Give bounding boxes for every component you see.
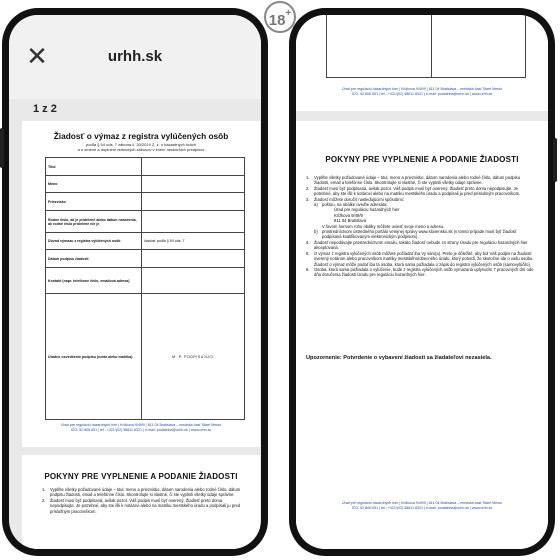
envelope-note: V ľavom hornom rohu obálky môžete uviesť svoje meno a adresu. [322, 223, 445, 229]
instruction-text: Žiadosť nepodávajte prostredníctvom emailu, takáto žiadosť nebude zo strany Úradu pre reguláciu hazardných hier akceptovaná. [314, 239, 528, 251]
form-table-bottom-edge [326, 15, 526, 78]
age-rating-badge [264, 1, 296, 33]
instructions-title: POKYNY PRE VYPLNENIE A PODANIE ŽIADOSTI [325, 155, 519, 164]
form-title: Žiadosť o výmaz z registra vylúčených osôb [53, 131, 229, 141]
age-rating-number: 18 [268, 12, 286, 29]
request-form-table [45, 157, 245, 420]
instructions-title: POKYNY PRE VYPLNENIE A PODANIE ŽIADOSTI [44, 472, 238, 481]
instructions-list-preview [42, 487, 242, 514]
instruction-text: O výmaz z registra vylúčených osôb môžete požiadať iba Vy sám(a). Preto je dôležité, aby bol Váš podpis na žiadosti overený notárom alebo pracovníkom matriky mestského/obecného úradu, ktorý potvrdí, že skutočne ide o vašu osobu. Žiadosť o výmaz môže podať iba tá osoba, ktorá sama požiadala o zápis do registra vylúčených osôb (samovylúčilo). [314, 250, 534, 267]
document-page-1[interactable] [22, 121, 260, 447]
footer-address: Úrad pre reguláciu hazardných hier | Križkova 9/49/9 | 811 04 Bratislava – mestská časť Staré Mesto [342, 87, 502, 91]
instruction-number: 6. [306, 266, 310, 272]
form-subtitle-line-2: a o zmene a doplnení niektorých zákonov v znení neskorších predpisov [77, 147, 205, 152]
instruction-text: Vyplňte všetky požadované údaje – titul, meno a priezvisko, dátum narodenia alebo rodné číslo, dátum podpisu žiadosti, email a telefónne číslo. Skontrolujte si vlastné, či ste vyplnili všetky údaje správne. [314, 175, 521, 186]
viewer-header [9, 15, 261, 99]
form-value-reason: žiadosť podľa § 54 ods. 7 [142, 233, 245, 250]
instructions-list [306, 175, 536, 278]
volume-button [0, 128, 4, 168]
instruction-number: a) [314, 202, 318, 208]
form-value-title [142, 158, 245, 176]
footer-contacts: IČO: 52 806 651 | tel.: +421/(02) 58811 8321 | e-mail: podatelna@urhh.sk | www.urhh.sk [70, 428, 212, 432]
phone-left [2, 8, 268, 556]
instruction-item [306, 251, 536, 267]
instruction-item [306, 267, 536, 278]
close-icon: ✕ [26, 41, 48, 71]
instruction-number: 1. [42, 487, 46, 492]
instruction-number: 2. [42, 497, 46, 503]
instruction-item [306, 229, 536, 240]
form-value-sign-date [142, 250, 245, 268]
footer-contacts: IČO: 52 806 651 | tel.: +421/(02) 58811 8321 | e-mail: podatelna@urhh.sk | www.urhh.sk [351, 506, 493, 510]
instruction-item [42, 487, 242, 498]
form-value-contact [142, 268, 245, 294]
postal-address-line: Úrad pre reguláciu hazardných hier [334, 207, 400, 213]
form-subtitle-line-1: podľa § 54 ods. 7 zákona č. 30/2019 Z. z. o hazardných hrách [86, 142, 196, 147]
instruction-item [42, 498, 242, 514]
page-counter: 1 z 2 [33, 103, 57, 115]
instruction-number: b) [314, 229, 318, 235]
document-page-2[interactable] [296, 15, 548, 549]
form-label-first-name: Meno [46, 176, 142, 193]
document-page-2-preview[interactable] [22, 455, 260, 549]
page-separator [296, 111, 548, 121]
instruction-text: Žiadosť musí byť podpísaná, avšak pozor. Váš podpis musí byť overený. Žiadosť preto doma nepodpisujte. Je potrebné, aby ste išli k notárovi alebo na matriku mestského úradu a podpísali ju pred príslušným pracovníkom. [50, 497, 241, 514]
form-value-surname [142, 193, 245, 211]
form-label-reason: Dôvod výmazu z registra vylúčených osôb [46, 233, 142, 250]
instruction-number: 5. [306, 250, 310, 256]
signature-stamp-placeholder: M. P. PODPISUJÚCI [142, 294, 245, 420]
footer-address: Úrad pre reguláciu hazardných hier | Križkova 9/49/9 | 811 04 Bratislava – mestská časť Staré Mesto [61, 423, 221, 427]
power-button [553, 138, 557, 182]
instruction-item [306, 175, 536, 186]
form-value-birth-number [142, 211, 245, 233]
form-value-first-name [142, 176, 245, 193]
instruction-item [306, 240, 536, 251]
site-title: urhh.sk [107, 48, 163, 65]
postal-address-line: Križkova 9/49/9 [334, 212, 363, 218]
instruction-number: 1. [306, 175, 310, 180]
instruction-number: 2. [306, 185, 310, 191]
instruction-text: Žiadosť môžete doručiť nasledujúcimi spôsobmi: [314, 196, 404, 202]
warning-note: Upozornenie: Potvrdenie o vybavení žiadosti sa žiadateľovi nezasiela. [306, 355, 492, 361]
form-label-signature-verification: Úradne osvedčenie podpisu (notár alebo matrika) [46, 294, 142, 420]
form-label-sign-date: Dátum podpisu žiadosti [46, 250, 142, 268]
postal-address-line: 811 04 Bratislava [334, 218, 367, 224]
footer-contacts: IČO: 52 806 651 | tel.: +421/(02) 58811 8321 | e-mail: podatelna@urhh.sk | www.urhh.sk [351, 92, 493, 96]
instruction-text: poštou, na obálke uveďte adresáta: [322, 202, 388, 208]
instruction-text: prostredníctvom ústredného portálu verejnej správy www.slovensko.sk (v tomto prípade musí byť žiadosť podpísaná kvalifikovaným elektronickým podpisom). [322, 229, 517, 240]
form-label-surname: Priezvisko [46, 193, 142, 211]
form-subtitle [22, 142, 260, 152]
phone-screen [9, 15, 261, 549]
instruction-text: Osoba, ktorá sama požiadala o vylúčenie, bude z registra vylúčených osôb vymazaná uplynutím 7 pracovných dní odo dňa doručenia žiadosti Úradu pre reguláciu hazardných hier. [314, 266, 534, 278]
footer-address: Úrad pre reguláciu hazardných hier | Križkova 9/49/9 | 811 04 Bratislava – mestská časť Staré Mesto [342, 501, 502, 505]
age-rating-plus: + [285, 8, 292, 19]
phone-screen [296, 15, 548, 549]
phone-right [289, 8, 555, 556]
form-label-birth-number: Rodné číslo, ak je pridelené alebo dátum narodenia, ak rodné číslo pridelené nie je [46, 211, 142, 233]
instruction-text: Vyplňte všetky požadované údaje – titul, meno a priezvisko, dátum narodenia alebo rodné číslo, dátum podpisu žiadosti, email a telefónne číslo. Skontrolujte si vlastné, či ste vyplnili všetky údaje správne. [50, 487, 241, 498]
instruction-number: 3. [306, 196, 310, 202]
form-label-title: Titul [46, 158, 142, 176]
instruction-number: 4. [306, 239, 310, 245]
form-label-contact: Kontakt (napr. telefónne číslo, emailová adresa) [46, 268, 142, 294]
instruction-text: Žiadosť musí byť podpísaná, avšak pozor. Váš podpis musí byť overený. Žiadosť preto doma nepodpisujte. Je potrebné, aby ste išli k notárovi alebo na matriku mestského úradu a podpísali ju pred príslušným pracovníkom. [314, 185, 521, 197]
instruction-item [306, 186, 536, 197]
